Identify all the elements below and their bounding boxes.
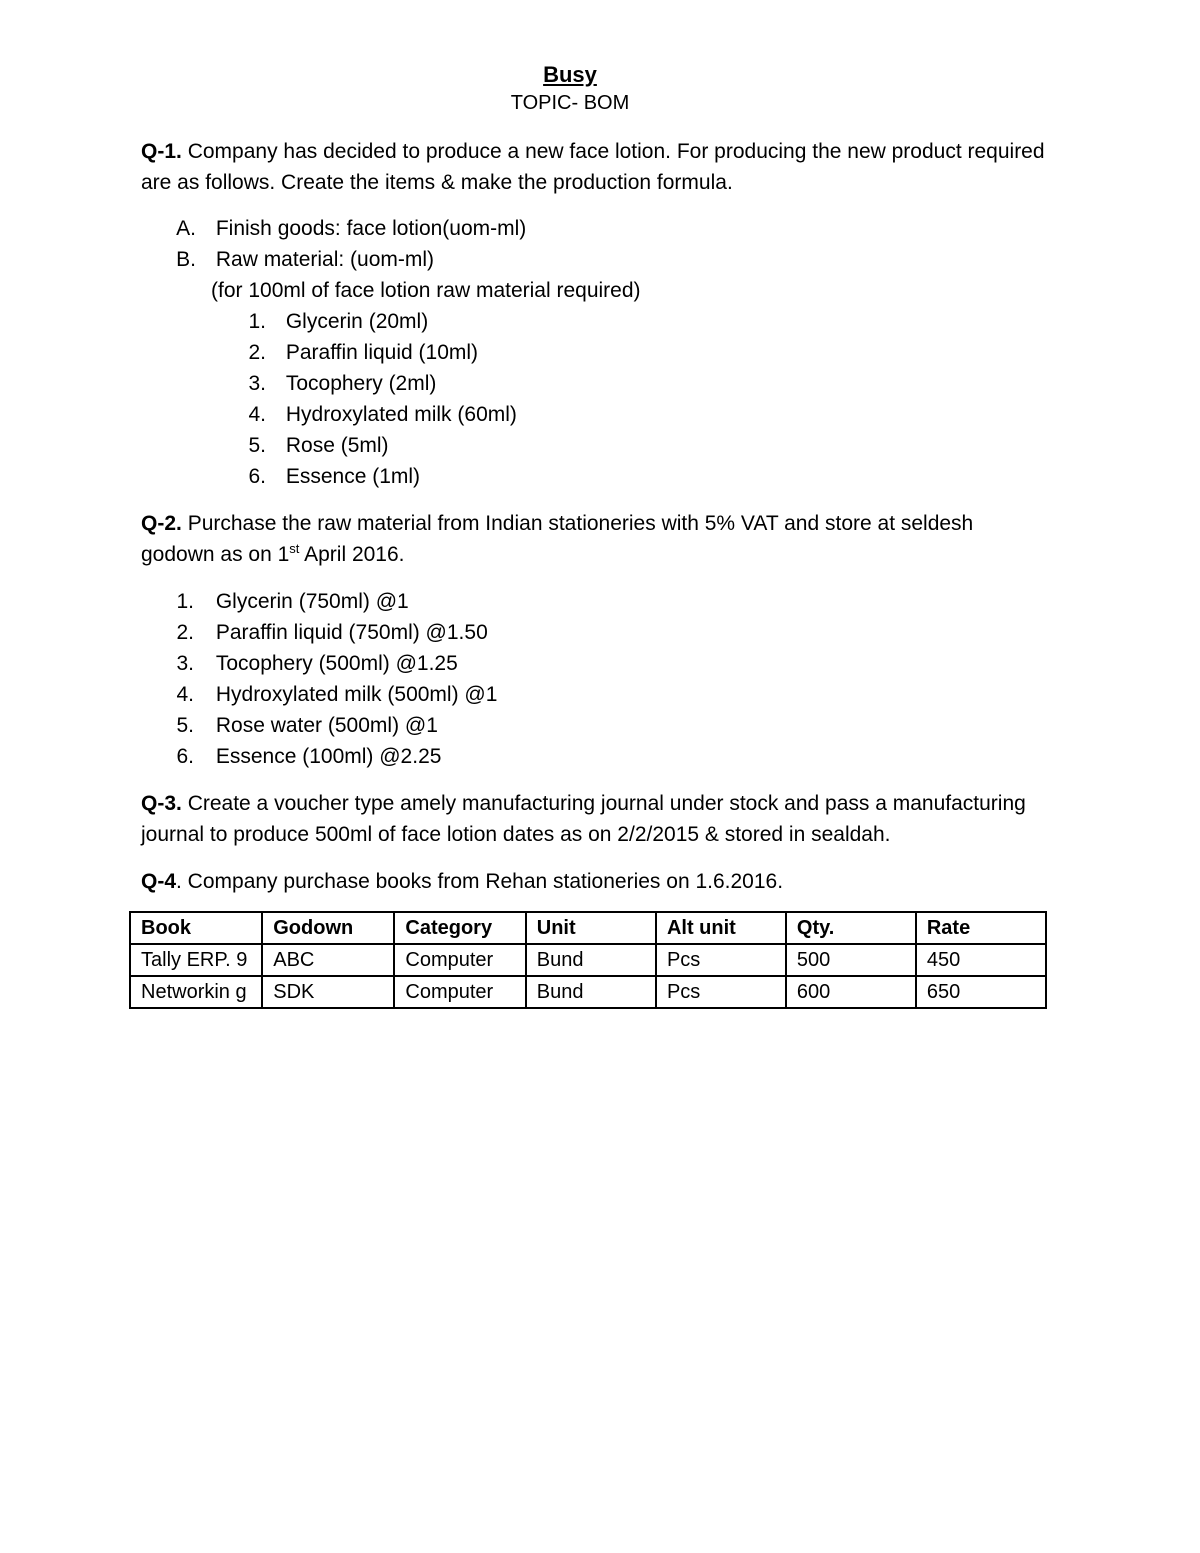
column-header-alt-unit: Alt unit <box>656 912 786 944</box>
q1-item-a <box>172 213 526 244</box>
question-4-text: . Company purchase books from Rehan stationeries on 1.6.2016. <box>176 870 784 893</box>
q1-sub-item-text: Hydroxylated milk (60ml) <box>285 403 517 426</box>
q1-sub-item <box>244 430 389 461</box>
table-header-row <box>130 912 1046 944</box>
q1-sub-item-marker: 5. <box>248 434 266 457</box>
q2-item <box>172 586 409 617</box>
question-3 <box>141 788 1071 850</box>
column-header-unit: Unit <box>526 912 656 944</box>
table-cell: 650 <box>916 976 1046 1008</box>
q1-item-b-marker: B. <box>176 248 196 271</box>
q1-sub-item <box>244 306 428 337</box>
table-cell: SDK <box>262 976 394 1008</box>
question-1 <box>141 136 1061 198</box>
table-cell: Bund <box>526 944 656 976</box>
q1-sub-item-text: Essence (1ml) <box>285 465 421 488</box>
q2-item <box>172 710 438 741</box>
q2-item-marker: 4. <box>176 683 194 706</box>
q1-sub-item-marker: 6. <box>248 465 266 488</box>
table-cell: Computer <box>394 944 525 976</box>
table-cell: Computer <box>394 976 525 1008</box>
q1-sub-item-text: Glycerin (20ml) <box>285 310 429 333</box>
question-1-text: Company has decided to produce a new face lotion. For producing the new product required are as follows. Create the items & make the production formula. <box>141 140 1045 194</box>
q1-sub-item <box>244 399 517 430</box>
q1-sub-item <box>244 368 436 399</box>
q2-item <box>172 617 488 648</box>
q2-item <box>172 648 458 679</box>
q2-item-marker: 2. <box>176 621 194 644</box>
q1-sub-item-marker: 4. <box>248 403 266 426</box>
document-title: Busy <box>543 62 597 87</box>
q1-item-b <box>172 244 434 275</box>
table-cell: 450 <box>916 944 1046 976</box>
q1-note: (for 100ml of face lotion raw material required) <box>211 279 641 302</box>
table-cell: ABC <box>262 944 394 976</box>
q2-item-text: Rose water (500ml) @1 <box>215 714 438 737</box>
question-3-label: Q-3. <box>141 792 182 815</box>
question-2-label: Q-2. <box>141 512 182 535</box>
table-row <box>130 976 1046 1008</box>
q2-item-marker: 5. <box>176 714 194 737</box>
table-cell: Tally ERP. 9 <box>130 944 262 976</box>
q1-sub-item-text: Tocophery (2ml) <box>285 372 437 395</box>
question-1-label: Q-1. <box>141 140 182 163</box>
q1-sub-item <box>244 461 420 492</box>
q1-sub-item <box>244 337 478 368</box>
question-4-label: Q-4 <box>141 870 177 893</box>
table-cell: Networkin g <box>130 976 262 1008</box>
q2-item-marker: 6. <box>176 745 194 768</box>
q2-item-text: Paraffin liquid (750ml) @1.50 <box>215 621 488 644</box>
q2-item-text: Tocophery (500ml) @1.25 <box>215 652 458 675</box>
q2-item-marker: 1. <box>176 590 194 613</box>
books-table <box>129 911 1047 1009</box>
column-header-rate: Rate <box>916 912 1046 944</box>
table-cell: 600 <box>786 976 916 1008</box>
question-4 <box>141 866 1061 897</box>
q1-item-a-marker: A. <box>176 217 196 240</box>
q2-item <box>172 741 441 772</box>
column-header-qty: Qty. <box>786 912 916 944</box>
question-3-text: Create a voucher type amely manufacturing journal under stock and pass a manufacturing journal to produce 500ml of face lotion dates as on 2/2/2015 & stored in sealdah. <box>141 792 1026 846</box>
q1-item-b-text: Raw material: (uom-ml) <box>215 248 435 271</box>
q1-sub-item-marker: 2. <box>248 341 266 364</box>
q1-sub-item-marker: 3. <box>248 372 266 395</box>
q2-item-text: Essence (100ml) @2.25 <box>215 745 442 768</box>
table-row <box>130 944 1046 976</box>
column-header-book: Book <box>130 912 262 944</box>
q2-item-marker: 3. <box>176 652 194 675</box>
q2-item-text: Glycerin (750ml) @1 <box>215 590 409 613</box>
table-cell: 500 <box>786 944 916 976</box>
q2-item <box>172 679 497 710</box>
table-cell: Pcs <box>656 944 786 976</box>
q1-item-a-text: Finish goods: face lotion(uom-ml) <box>215 217 527 240</box>
question-2-text-after: April 2016. <box>299 543 405 566</box>
table-cell: Pcs <box>656 976 786 1008</box>
question-2 <box>141 508 1021 570</box>
document-topic: TOPIC- BOM <box>510 92 630 114</box>
column-header-godown: Godown <box>262 912 394 944</box>
question-2-text: Purchase the raw material from Indian stationeries with 5% VAT and store at seldesh godown as on 1 <box>141 512 974 566</box>
question-2-superscript: st <box>289 541 300 556</box>
table-cell: Bund <box>526 976 656 1008</box>
q1-sub-item-marker: 1. <box>248 310 266 333</box>
q1-sub-item-text: Paraffin liquid (10ml) <box>285 341 479 364</box>
column-header-category: Category <box>394 912 525 944</box>
q1-sub-item-text: Rose (5ml) <box>285 434 389 457</box>
q2-item-text: Hydroxylated milk (500ml) @1 <box>215 683 498 706</box>
